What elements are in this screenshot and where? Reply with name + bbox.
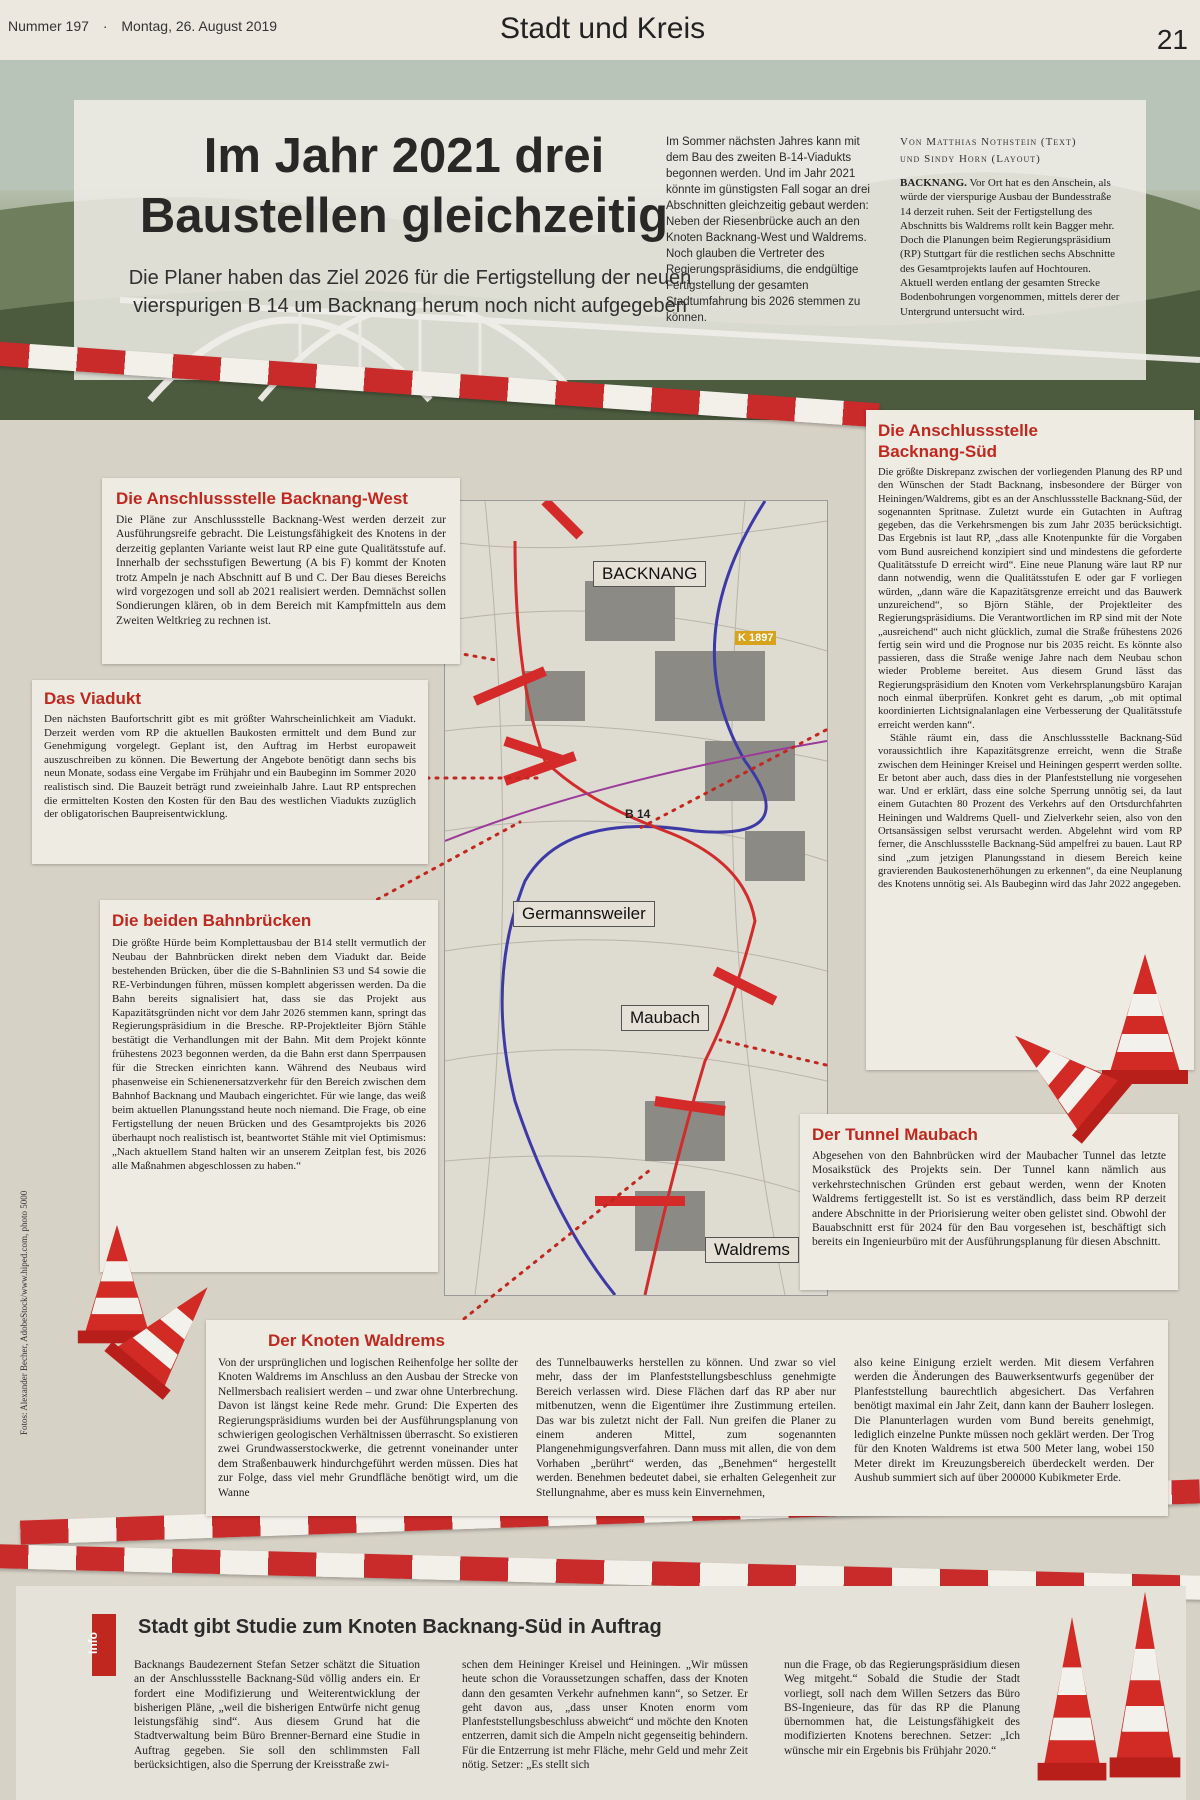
section-text-2: Stähle räumt ein, dass die Anschlussstelle Backnang-Süd voraussichtlich ihre Kapazitätsgrenze erreicht, wenn die Straße zwischen dem Heininger Kreisel und Heiningen gesperrt werden sollte. Er betont aber auch, dass dies in der Planfeststellung nie vorgesehen war. Und er erklärt, dass eine solche Sperrung unnötig sei, da laut einem Gutachten 80 Prozent des Verkehrs auf den Ortsdurchfahrten Heiningen und Waldrems Quell- und Zielverkehr seien, also von den Ortsansässigen selbst verursacht werden. Abgelehnt wird vom RP ferner, die Anschlussstelle Backnang-Süd ampelfrei zu bauen. Laut RP sind „zum jetzigen Planungsstand in diesem Bereich keine gravierenden Baukostenerhöhungen zu erkennen“, da eine Neuplanung des Knotens unnötig sei. Als Baubeginn wird das Jahr 2022 angegeben.: [878, 732, 1182, 891]
section-text: Die größte Diskrepanz zwischen der vorliegenden Planung des RP und den Wünschen der Stadt Backnang, insbesondere der Bürger von Heiningen/Waldrems, gibt es an der Anschlussstelle Backnang-Süd, der sogenannten Spritnase. Zuletzt wurde ein Gutachten in Auftrag gegeben, das die Verkehrsmengen bis zum Jahr 2035 berücksichtigt. Das Ergebnis ist laut RP, „dass alle Knotenpunkte für die Vorgaben vom Bund ausreichend konzipiert sind und mindestens die geforderte Qualitätsstufe D erreicht wird“. Eine neue Planung wäre laut RP nur dann notwendig, wenn die Qualitätsstufen E oder gar F vorliegen würden, „dann wäre die Kapazitätsgrenze erreicht und das Bauwerk unzureichend“, so Björn Stähle, der Projektleiter des Regierungspräsidiums. Die Verantwortlichen im RP sind mit der Note „ausreichend“ auch nicht glücklich, zumal die Straße frühestens 2026 fertig sein wird und die Prognose nur bis 2035 reicht. Es könnte also passieren, dass die Straße wenige Jahre nach dem Neubau schon wieder Probleme bereitet. Aus diesem Grund lässt das Regierungspräsidium den Knoten vom Verkehrsplanungsbüro Karajan noch einmal überprüfen. Konkret geht es darum, „ob mit optimal koordinierten Lichtsignalanlagen eine Verbesserung der Qualitätsstufe erreicht werden kann“.: [878, 467, 1182, 731]
section-knoten-waldrems: [206, 1320, 1168, 1516]
info-col-1: Backnangs Baudezernent Stefan Setzer schätzt die Situation an der Anschlussstelle Backnang-Süd völlig anders ein. Er fordert eine Modifizierung und Weiterentwicklung der bisherigen Pläne, „weil die bisherigen Entwürfe nicht genug leistungsfähig sind“. Aus diesem Grund hat die Stadtverwaltung beim Büro Brenner-Bernard eine Studie in Auftrag gegeben. Sie soll den schlimmsten Fall berücksichtigen, also die Sperrung der Kreisstraße zwi-: [134, 1659, 420, 1772]
map-label-waldrems: Waldrems: [705, 1237, 799, 1263]
subheadline: [120, 264, 700, 320]
byline: [900, 134, 1124, 168]
section-title: Stadt und Kreis: [500, 12, 706, 45]
page-number: 21: [1156, 24, 1188, 55]
section-title: Das Viadukt: [44, 689, 142, 708]
section-viadukt: [32, 680, 428, 864]
issue-number: Nummer 197: [8, 18, 89, 34]
info-tab-label: Info: [86, 1632, 100, 1654]
map-road-k1897: K 1897: [735, 631, 776, 645]
section-title-line-1: Die Anschlussstelle: [878, 421, 1038, 440]
headline-line-2: Baustellen gleichzeitig: [139, 189, 669, 243]
section-backnang-west: [102, 478, 460, 664]
map-label-germannsweiler: Germannsweiler: [513, 901, 655, 927]
separator: ·: [102, 18, 108, 34]
headline-panel: [74, 100, 1146, 380]
subheadline-line-1: Die Planer haben das Ziel 2026 für die Fertigstellung der neuen: [128, 267, 692, 289]
traffic-cone-icon: [1036, 1612, 1108, 1788]
section-title-line-2: Backnang-Süd: [878, 442, 998, 461]
section-title: Der Tunnel Maubach: [812, 1125, 978, 1144]
issue-info: [8, 18, 287, 34]
byline-line-1: Von Matthias Nothstein (Text): [900, 136, 1077, 148]
dateline: BACKNANG.: [900, 177, 967, 189]
map-road-b14: B 14: [625, 807, 651, 821]
headline: [104, 126, 704, 246]
photo-credit: [14, 1060, 30, 1440]
traffic-cone-icon: [1108, 1586, 1182, 1786]
subheadline-line-2: vierspurigen B 14 um Backnang herum noch nicht aufgegeben: [133, 295, 687, 317]
section-text: Abgesehen von den Bahnbrücken wird der Maubacher Tunnel das letzte Mosaikstück des Projekts sein. Der Tunnel kann nämlich aus verkehrstechnischen Gründen erst gebaut werden, wenn der Knoten Waldrems fertiggestellt ist. So ist es verständlich, dass beim RP derzeit andere Abschnitte in der Priorisierung weiter oben gelistet sind. Obwohl der Bauabschnitt erst für 2024 für den Bau vorgesehen ist, beschäftigt sich bereits ein Ingenieurbüro mit der Ausführungsplanung für diesen Abschnitt.: [812, 1150, 1166, 1249]
map-label-maubach: Maubach: [621, 1005, 709, 1031]
lead-text: Vor Ort hat es den Anschein, als würde der vierspurige Ausbau der Bundesstraße 14 derzeit ruhen. Seit der Fertigstellung des Abschnitts bis Waldrems rollt kein Bagger mehr. Doch die Planungen beim Regierungspräsidium (RP) Stuttgart für die restlichen sechs Abschnitte des Gesamtprojekts laufen auf Hochtouren. Aktuell werden entlang der gesamten Strecke Bodenbohrungen vorgenommen, mittels derer der Untergrund untersucht wird.: [900, 177, 1120, 318]
section-bahnbruecken: [100, 900, 438, 1272]
section-col-3: also keine Einigung erzielt werden. Mit diesem Verfahren werden die Änderungen des Bauwerksentwurfs gegenüber der Planfeststellung baurechtlich abgesichert. Das Verfahren benötigt maximal ein Jahr Zeit, dann kann der Bauherr loslegen. Die Planunterlagen wurden vom Bund bereits genehmigt, lediglich einzelne Punkte müssen noch geklärt werden. Der Trog für den Knoten Waldrems ist etwa 500 Meter lang, wobei 150 Meter direkt im Kreuzungsbereich überdeckelt werden. Der Aushub summiert sich auf über 200000 Kubikmeter Erde.: [854, 1357, 1154, 1485]
info-box: [16, 1586, 1186, 1800]
intro-text: Im Sommer nächsten Jahres kann mit dem Bau des zweiten B-14-Viadukts begonnen werden. Und im Jahr 2021 könnte im günstigsten Fall sogar an drei Abschnitten gleichzeitig gebaut werden: Neben der Riesenbrücke auch an den Knoten Backnang-West und Waldrems. Noch glauben die Vertreter des Regierungspräsidiums, die endgültige Fertigstellung der gesamten Stadtumfahrung bis 2026 stemmen zu können.: [666, 136, 870, 324]
photo-credit-text: Fotos: Alexander Becher, AdobeStock/www.hiped.com, photo 5000: [19, 1190, 29, 1435]
section-text: Den nächsten Baufortschritt gibt es mit größter Wahrscheinlichkeit am Viadukt. Derzeit werden vom RP die aktuellen Baukosten ermittelt und dem Bund zur Genehmigung vorgelegt. Geplant ist, den Auftrag im Herbst europaweit auszuschreiben zu können. Die Bewertung der Angebote benötigt dann sechs bis neun Monate, sodass eine Vergabe im Frühjahr und ein Baubeginn im Sommer 2020 realistisch sind. Die Bauzeit beträgt rund zweieinhalb Jahre. Laut RP entsprechen die ermittelten Kosten den Kosten für den Bau des westlichen Viadukts zuzüglich der obligatorischen Baupreisentwicklung.: [44, 713, 416, 821]
map-label-backnang: BACKNANG: [593, 561, 706, 587]
page-header: [0, 0, 1200, 60]
section-text: Die Pläne zur Anschlussstelle Backnang-West werden derzeit zur Ausführungsreife gebracht. Die Leistungsfähigkeit des Knotens in der derzeitig geplanten Variante weist laut RP eine gute Qualitätsstufe auf. Innerhalb der sechsstufigen Bewertung (A bis F) kommt der Knoten trotz Ampeln je nach Abschnitt auf B und C. Der Bau dieses Bereichs wird vorgezogen und soll ab 2021 realisiert werden. Demnächst sollen Sondierungen klären, ob in dem Bereich mit Kampfmitteln aus dem Zweiten Weltkrieg zu rechnen ist.: [116, 514, 446, 627]
section-col-1: Von der ursprünglichen und logischen Reihenfolge her sollte der Knoten Waldrems im Anschluss an den Ausbau der Strecke von Nellmersbach realisiert werden – und zwar ohne Unterbrechung. Davon ist längst keine Rede mehr. Grund: Die Experten des Regierungspräsidiums wurden bei der Ausführungsplanung von schwierigen geologischen Verhältnissen überrascht. So existieren zwei Grundwasserstockwerke, die getrennt voneinander unter dem Straßenbauwerk hindurchgeführt werden müssen. Dies hat zur Folge, dass viel mehr Grundfläche benötigt wird, um die Wanne: [218, 1357, 518, 1499]
section-col-2: des Tunnelbauwerks herstellen zu können. Und zwar so viel mehr, dass der im Planfeststellungsbeschluss genehmigte Bereich verlassen wird. Diese Flächen darf das RP aber nur mitbenutzen, wenn die Eigentümer ihre Zustimmung erteilen. Das war bis zuletzt nicht der Fall. Nun greifen die Planer zu einem anderen Mittel, zum sogenannten Plangenehmigungsverfahren. Dann muss mit allen, die von dem Vorhaben „berührt“ werden, das „Benehmen“ hergestellt werden. Benehmen bedeutet dabei, sie erhalten Gelegenheit zur Stellungnahme, aber es muss kein Einvernehmen,: [536, 1357, 836, 1499]
info-title: Stadt gibt Studie zum Knoten Backnang-Süd in Auftrag: [138, 1616, 662, 1638]
byline-line-2: und Sindy Horn (Layout): [900, 153, 1041, 165]
section-tunnel-maubach: [800, 1114, 1178, 1290]
info-col-2: schen dem Heininger Kreisel und Heiningen. „Wir müssen heute schon die Voraussetzungen schaffen, dass der Knoten dann den gesamten Verkehr aufnehmen kann“, so Setzer. Er geht davon aus, „dass unser Knoten enorm vom Planfeststellungsbeschluss abweicht“ und möchte den Knoten entzerren, damit sich die Ampeln nicht gegenseitig behindern. Für die Entzerrung ist mehr Fläche, mehr Geld und mehr Zeit nötig. Setzer: „Es stellt sich: [462, 1659, 748, 1772]
map-graphic: [445, 501, 827, 1295]
headline-line-1: Im Jahr 2021 drei: [203, 129, 605, 183]
info-tab: [86, 1614, 116, 1676]
section-title: Die beiden Bahnbrücken: [112, 911, 312, 930]
section-text: Die größte Hürde beim Komplettausbau der B14 stellt vermutlich der Neubau der Bahnbrücken direkt neben dem Viadukt dar. Beide bestehenden Brücken, über die die S-Bahnlinien S3 und S4 sowie die RE-Verbindungen führen, müssen komplett abgerissen werden. Da die Bahn bereits signalisiert hat, dass sie das Projekt aus Kapazitätsgründen nicht vor dem Jahr 2026 stemmen kann, springt das Regierungspräsidium in die Bresche. RP-Projektleiter Björn Stähle bestätigt die Verhandlungen mit der Bahn. Mit dem Projekt könnte frühestens 2023 begonnen werden, da die Bahn erst dann Sperrpausen für die Strecken einrichten kann. Während des Neubaus wird phasenweise ein Schienenersatzverkehr für den Bereich zwischen dem Bahnhof Backnang und Maubach eingerichtet. Für wie lange, das weiß beim aktuellen Planungsstand heute noch niemand. Die Frage, ob eine Fertigstellung der neuen Brücken und des Gesamtprojekts bis 2026 überhaupt noch realistisch ist, beantwortet Stähle mit viel Optimismus: „Nach aktuellem Stand halten wir an unserem Zeitplan fest, bis 2026 alle Maßnahmen abgeschlossen zu haben.“: [112, 937, 426, 1172]
section-title: Der Knoten Waldrems: [268, 1331, 445, 1350]
route-map: [444, 500, 828, 1296]
info-col-3: nun die Frage, ob das Regierungspräsidium diesen Weg mitgeht.“ Sobald die Studie der Stadt vorliegt, soll nach dem Willen Setzers das Büro BS-Ingenieure, das für das RP die Planung übernommen hat, die Leistungsfähigkeit des modifizierten Knotens berechnen. Setzer: „Ich wünsche mir ein Ergebnis bis Frühjahr 2020.“: [784, 1659, 1020, 1757]
issue-date: Montag, 26. August 2019: [121, 18, 278, 34]
lead-paragraph: [900, 176, 1124, 319]
section-title: Die Anschlussstelle Backnang-West: [116, 489, 408, 508]
